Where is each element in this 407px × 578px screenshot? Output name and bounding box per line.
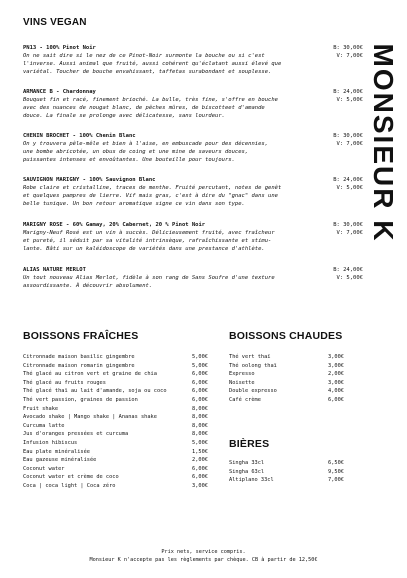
item-name: Citronnade maison basilic gingembre [23,354,135,360]
item-name: Café crème [229,396,261,403]
wine-desc-1: Robe claire et cristalline, traces de menthe. Fruité percutant, notes de genêt [23,185,282,191]
wine-desc-2: l'inverse. Aussi animal que fruité, aussi cohérent qu'éclatant aussi élevé que [23,61,282,67]
list-item [23,362,208,371]
list-item [23,379,208,388]
list-item [23,370,208,379]
footer [0,548,407,564]
wine-desc-1: Un tout nouveau Alias Merlot, fidèle à son rang de Sans Soufre d'une texture [23,275,275,281]
item-price: 8,00€ [192,414,208,421]
wine-desc-1: Marigny-Neuf Rosé est un vin à succès. Délicieusement fruité, avec fraîcheur [23,230,275,236]
item-name: Eau gazeuse minéralisée [23,457,97,464]
list-item [23,387,208,396]
hot-drinks-list [229,353,344,405]
bottle-price: B: 24,00€ [333,89,363,95]
item-name: Avocado shake | Mango shake | Ananas shake [23,414,157,421]
wine-desc-3: belle tunique. Un bon retour aromatique signe ce vin dans son type. [23,201,245,207]
item-price: 6,00€ [192,474,208,481]
footer-line-2: Monsieur K n'accepte pas les règlements par chèque. CB à partir de 12,50€ [89,557,318,563]
item-price: 6,00€ [192,465,208,472]
list-item [23,353,208,362]
wine-desc-2: une bombe abricotée, un obus de coing et une mine de saveurs douces, [23,149,249,155]
hot-drinks-title: BOISSONS CHAUDES [229,330,343,342]
wine-item [23,176,363,208]
wine-desc-2: et pureté, il séduit par sa vitalité intrinsèque, rafraîchissante et stimu- [23,238,272,244]
wine-desc-1: On ne sait dire si le nez de ce Pinot-Noir surmonte la bouche ou si c'est [23,53,265,59]
item-price: 3,00€ [328,354,344,360]
footer-line-1: Prix nets, service compris. [161,549,246,555]
list-item [229,396,344,405]
item-name: Eau plate minéralisée [23,448,90,455]
wine-name: ALIAS NATURE MERLOT [23,267,86,273]
item-price: 3,00€ [328,362,344,369]
item-price: 9,50€ [328,468,344,475]
wine-prices [333,176,363,192]
wine-desc-3: lante. Bâti sur un kaléidoscope de variétés dans une prestance d'athlète. [23,246,265,252]
glass-price: V: 7,00€ [336,141,363,147]
item-name: Thé glacé au fruits rouges [23,379,106,386]
list-item [23,405,208,414]
list-item [23,465,208,474]
list-item [229,468,344,477]
wine-name: ARMANCE B - Chardonnay [23,89,96,95]
item-name: Thé glacé thaï au lait d'amande, soja ou coco [23,388,167,395]
item-price: 6,00€ [192,371,208,378]
bottle-price: B: 30,00€ [333,222,363,228]
item-name: Coconut water et crème de coco [23,474,119,481]
item-name: Thé oolong thaï [229,362,277,369]
item-name: Singha 33cl [229,460,265,466]
item-price: 3,00€ [328,379,344,386]
wine-prices [333,88,363,104]
bottle-price: B: 30,00€ [333,45,363,51]
list-item [23,448,208,457]
list-item [23,422,208,431]
wine-prices [333,44,363,60]
vertical-brand-title [363,28,403,258]
list-item [229,362,344,371]
list-item [23,396,208,405]
wine-item [23,44,363,76]
item-price: 6,00€ [192,396,208,403]
item-name: Thé vert thaï [229,354,271,360]
item-name: Double expresso [229,388,277,395]
item-name: Citronnade maison romarin gingembre [23,362,135,369]
list-item [229,353,344,362]
wine-desc-3: variétal. Toucher de bouche envahissant, taffetas surabondant et souplesse. [23,69,272,75]
item-name: Coca | coca light | Coca zéro [23,482,116,489]
item-name: Expresso [229,371,255,378]
list-item [23,456,208,465]
wine-desc-1: Bouquet fin et racé, finement brioché. La bulle, très fine, s'offre en bouche [23,97,278,103]
item-price: 5,00€ [192,439,208,446]
wine-name: PN13 - 100% Pinot Noir [23,45,96,51]
beers-list [229,459,344,485]
list-item [23,430,208,439]
list-item [229,459,344,468]
item-price: 1,50€ [192,448,208,455]
bottle-price: B: 24,00€ [333,177,363,183]
brand-name: MONSIEUR K [368,43,399,243]
item-price: 6,00€ [192,379,208,386]
item-name: Infusion hibiscus [23,439,78,446]
item-price: 8,00€ [192,405,208,412]
wine-desc-3: douce. La finale se prolonge avec délicatesse, sans lourdeur. [23,113,225,119]
beers-title: BIÈRES [229,438,270,450]
list-item [23,413,208,422]
item-price: 6,00€ [328,396,344,403]
item-price: 8,00€ [192,422,208,429]
list-item [229,379,344,388]
item-name: Jus d'oranges pressées et curcuma [23,431,129,438]
wine-item [23,266,363,290]
wine-item [23,221,363,253]
wine-desc-3: puissantes intenses et envoûtantes. Une bouteille pour toujours. [23,157,235,163]
wine-name: SAUVIGNON MARIGNY - 100% Sauvignon Blanc [23,177,156,183]
glass-price: V: 7,00€ [336,53,363,59]
glass-price: V: 7,00€ [336,230,363,236]
wine-desc-2: et quelques pampres de lierre. Vif mais gras, c'est à dire du "gnac" dans une [23,193,278,199]
list-item [229,370,344,379]
item-price: 5,00€ [192,354,208,360]
item-name: Thé glacé au citron vert et graine de chia [23,371,157,378]
wine-prices [333,221,363,237]
wine-prices [333,132,363,148]
list-item [229,476,344,485]
bottle-price: B: 30,00€ [333,133,363,139]
wine-desc-1: On y trouvera pêle-mêle et bien à l'aise, en embuscade pour des décennies, [23,141,269,147]
item-price: 8,00€ [192,431,208,438]
item-name: Thé vert passion, graines de passion [23,396,138,403]
list-item [23,439,208,448]
wine-desc-2: assourdissante. À découvrir absolument. [23,283,153,289]
list-item [229,387,344,396]
list-item [23,473,208,482]
cold-drinks-list [23,353,208,491]
item-name: Singha 63cl [229,468,265,475]
item-price: 6,50€ [328,460,344,466]
cold-drinks-title: BOISSONS FRAÎCHES [23,330,139,342]
wine-name: CHENIN BROCHET - 100% Chenin Blanc [23,133,136,139]
wine-prices [333,266,363,282]
list-item [23,482,208,491]
wine-item [23,88,363,120]
glass-price: V: 5,00€ [336,97,363,103]
wine-desc-2: avec des nuances de nougat blanc, de pêches mûres, de biscotteet d'amande [23,105,265,111]
wine-item [23,132,363,164]
glass-price: V: 5,00€ [336,185,363,191]
bottle-price: B: 24,00€ [333,267,363,273]
item-price: 2,00€ [192,457,208,464]
item-price: 5,00€ [192,362,208,369]
item-name: Curcuma latte [23,422,65,429]
wines-title: VINS VEGAN [23,17,87,28]
item-name: Noisette [229,379,255,386]
item-price: 3,00€ [192,482,208,489]
wine-name: MARIGNY ROSE - 60% Gamay, 20% Cabernet, 20 % Pinot Noir [23,222,206,228]
item-price: 4,00€ [328,388,344,395]
item-price: 6,00€ [192,388,208,395]
item-price: 7,00€ [328,477,344,484]
glass-price: V: 5,00€ [336,275,363,281]
item-name: Coconut water [23,465,65,472]
item-name: Fruit shake [23,405,59,412]
item-price: 2,00€ [328,371,344,378]
item-name: Altiplano 33cl [229,477,274,484]
